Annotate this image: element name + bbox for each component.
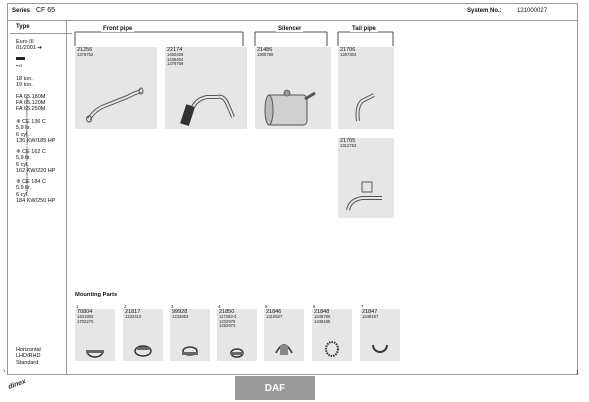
oem-codes: 1232410 <box>125 314 142 319</box>
brand-tab: DAF <box>235 376 315 400</box>
engine-displacement: 5,9 ltr. <box>16 125 31 132</box>
mount-card-7[interactable] <box>360 309 400 361</box>
engine-icon: ⁜ <box>16 179 21 185</box>
part-card-front-pipe-2[interactable] <box>165 47 247 129</box>
engine-cylinders: 6 cyl. <box>16 161 29 168</box>
engine-power: 162 KW/220 HP <box>16 168 56 175</box>
clamp-image <box>75 309 115 361</box>
clamp-image <box>123 309 163 361</box>
page-number-right: 1 <box>576 370 579 376</box>
oem-codes: 1379752 <box>77 52 94 57</box>
engine-name: CE 184 C <box>22 179 46 185</box>
part-card-front-pipe-1[interactable] <box>75 47 157 129</box>
oem-codes: 117283-3 1232979 1452973 <box>219 314 237 329</box>
mount-index: 4 <box>218 304 221 309</box>
part-number: 21256 <box>77 47 93 53</box>
part-number: 21817 <box>125 309 141 315</box>
engine-cylinders: 6 cyl. <box>16 131 29 138</box>
page-number-left: 1 <box>3 368 6 373</box>
mount-card-4[interactable] <box>217 309 257 361</box>
mount-card-3[interactable] <box>170 309 210 361</box>
engine-cylinders: 6 cyl. <box>16 191 29 198</box>
mount-card-5[interactable] <box>264 309 304 361</box>
reference-note: Manufactured part numbers are quoted for reference only <box>25 96 29 193</box>
part-number: 21486 <box>257 47 273 53</box>
type-label: Type <box>16 24 30 30</box>
tail-pipe-bend-image <box>338 138 394 218</box>
engine-name: CE 136 C <box>22 119 46 125</box>
mount-index: 3 <box>171 304 174 309</box>
part-number: 21850 <box>219 309 235 315</box>
engine-name: CE 162 C <box>22 149 46 155</box>
model-3: FA 65.250M <box>16 106 46 112</box>
production-date: 01/2001 ➔ <box>16 45 43 51</box>
config-version: Standard <box>16 359 39 366</box>
system-label: System No.: <box>467 8 502 14</box>
engine-power: 184 KW/250 HP <box>16 198 56 205</box>
engine-displacement: 5,9 ltr. <box>16 155 31 162</box>
oem-codes: 1401893 1702270 <box>77 314 94 324</box>
mount-index: 2 <box>124 304 127 309</box>
config-info <box>16 347 41 366</box>
clamp-image <box>170 309 210 361</box>
mount-index: 6 <box>313 304 316 309</box>
model-2: FA 65.120M <box>16 100 46 106</box>
mount-card-1[interactable] <box>75 309 115 361</box>
part-number: 21846 <box>266 309 282 315</box>
mount-index: 7 <box>361 304 364 309</box>
part-card-tail-pipe-1[interactable] <box>338 47 394 129</box>
config-orientation: Horizontal <box>16 347 41 353</box>
engine-3 <box>16 179 55 205</box>
mount-card-2[interactable] <box>123 309 163 361</box>
mounting-parts-heading: Mounting Parts <box>75 292 118 298</box>
tail-pipe-image <box>338 47 394 129</box>
oem-codes: 1287304 <box>340 52 357 57</box>
weight-2: 19 ton. <box>16 82 33 88</box>
part-number: 99928 <box>172 309 188 315</box>
part-number: 21706 <box>340 47 356 53</box>
tail-pipe-heading: Tail pipe <box>352 26 376 32</box>
axle-icon: ▪▫o <box>16 64 23 69</box>
euro-norm: Euro III <box>16 39 34 45</box>
oem-codes: 1905769 <box>257 52 274 57</box>
series-label: Series <box>12 8 31 14</box>
gasket-image <box>312 309 352 361</box>
front-pipe-flex-image <box>165 47 247 129</box>
ring-clamp-image <box>360 309 400 361</box>
part-number: 22174 <box>167 47 183 53</box>
oem-codes: 1312753 <box>340 143 357 148</box>
clamp-image <box>217 309 257 361</box>
engine-displacement: 5,9 ltr. <box>16 185 31 192</box>
silencer-image <box>255 47 331 129</box>
series-value: CF 65 <box>36 7 56 14</box>
mount-card-6[interactable] <box>312 309 352 361</box>
part-card-tail-pipe-2[interactable] <box>338 138 394 218</box>
oem-codes: 1450408 1436454 1379759 <box>167 52 184 67</box>
part-number: 70804 <box>77 309 93 315</box>
oem-codes: 1249187 <box>362 314 379 319</box>
engine-power: 136 KW/185 HP <box>16 138 56 145</box>
part-card-silencer[interactable] <box>255 47 331 129</box>
engine-icon: ⁜ <box>16 119 21 125</box>
engine-icon: ⁜ <box>16 149 21 155</box>
engine-2 <box>16 149 55 175</box>
oem-codes: 1310527 <box>266 314 283 319</box>
part-number: 21705 <box>340 138 356 144</box>
dinex-logo: dinex <box>7 378 27 391</box>
mount-index: 1 <box>76 304 79 309</box>
front-pipe-image <box>75 47 157 129</box>
part-number: 21848 <box>314 309 330 315</box>
config-drive: LHD/RHD <box>16 353 41 360</box>
model-1: FA 65.180M <box>16 94 46 100</box>
type-column <box>7 21 67 375</box>
mount-index: 5 <box>265 304 268 309</box>
engine-1 <box>16 119 55 145</box>
front-pipe-heading: Front pipe <box>103 26 133 32</box>
silencer-heading: Silencer <box>278 26 302 32</box>
oem-codes: 1248785 1436185 <box>314 314 331 324</box>
system-value: 121000027 <box>517 8 548 14</box>
clamp-band-image <box>264 309 304 361</box>
oem-codes: 1233653 <box>172 314 189 319</box>
weight-1: 18 ton. <box>16 76 33 82</box>
part-number: 21847 <box>362 309 378 315</box>
